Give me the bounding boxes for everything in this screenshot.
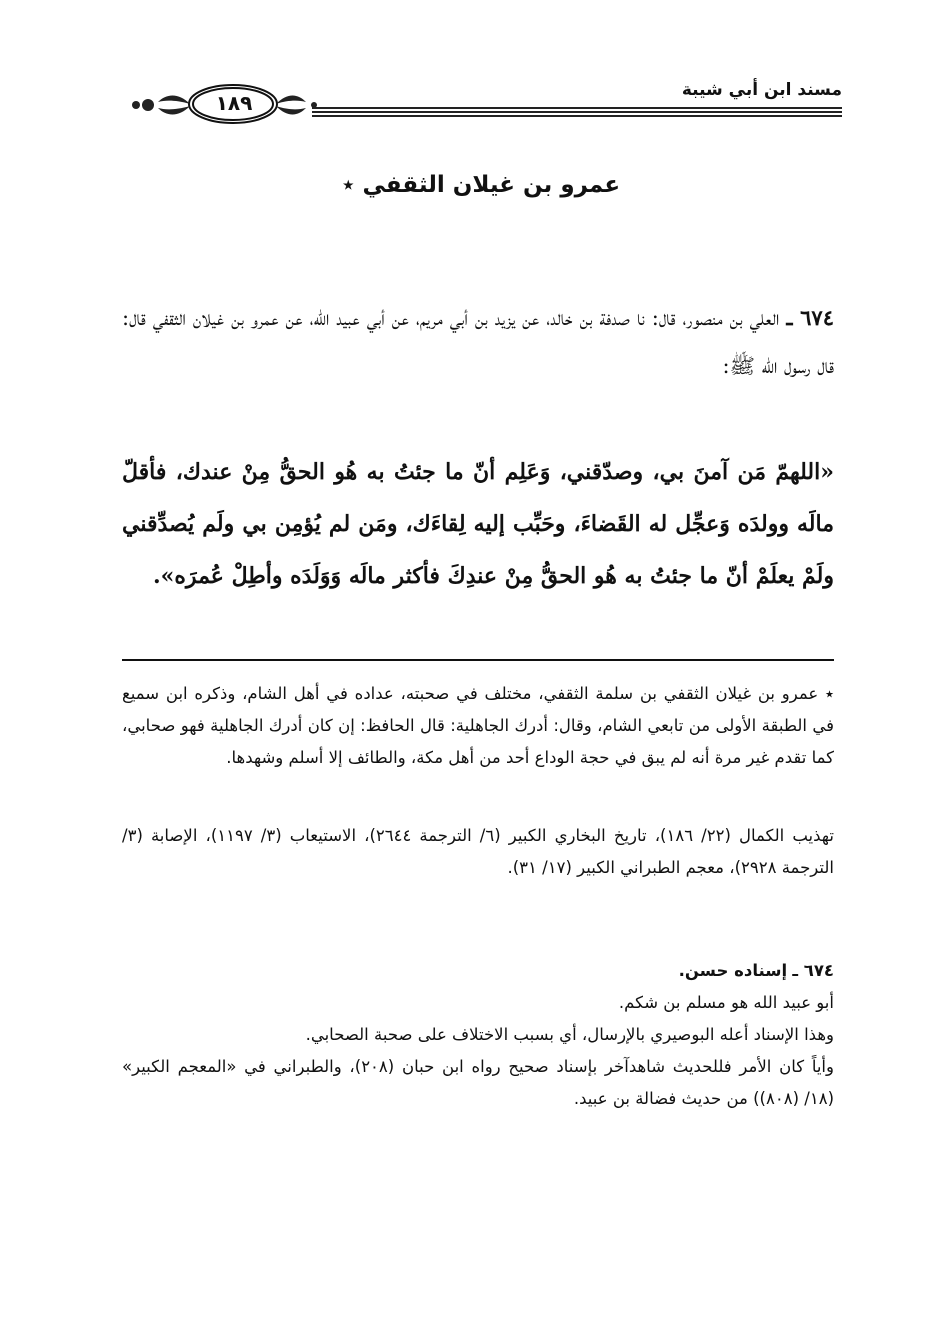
footnote-divider (122, 659, 834, 661)
hadith-narration (122, 294, 834, 390)
takhrij-grade: إسناده حسن. (678, 961, 788, 980)
page-header (120, 60, 842, 130)
footnote-references: تهذيب الكمال (٢٢/ ١٨٦)، تاريخ البخاري الكبير (٦/ الترجمة ٢٦٤٤)، الاستيعاب (٣/ ١١٩٧)، الإصابة (٣/ الترجمة ٢٩٢٨)، معجم الطبراني الكبير (١٧/ ٣١). (122, 826, 834, 877)
section-title: عمرو بن غيلان الثقفي ٭ (341, 172, 621, 198)
hadith-isnad: العلي بن منصور، قال: نا صدفة بن خالد، عن يزيد بن أبي مريم، عن أبي عبيد الله، عن عمرو بن غيلان الثقفي قال: قال رسول الله ﷺ: (122, 306, 834, 378)
running-title: مسند ابن أبي شيبة (681, 80, 842, 100)
takhrij-line: وهذا الإسناد أعله البوصيري بالإرسال، أي بسبب الاختلاف على صحبة الصحابي. (305, 1025, 834, 1044)
hadith-matn: «اللهمّ مَن آمنَ بي، وصدّقني، وَعَلِم أنّ ما جئتُ به هُو الحقُّ مِنْ عندك، فأقلّ مالَه وولدَه وَعجِّل له القَضاءَ، وحَبِّب إليه لِقاءَك، ومَن لم يُؤمِن بي ولَم يُصدِّقني ولَمْ يعلَمْ أنّ ما جئتُ به هُو الحقُّ مِنْ عندِكَ فأكثر مالَه وَوَلَدَه وأطِلْ عُمرَه». (122, 459, 834, 589)
takhrij-line: أبو عبيد الله هو مسلم بن شكم. (618, 993, 834, 1012)
page-number: ١٨٩ (215, 91, 253, 115)
hadith-number: ٦٧٤ ـ (786, 305, 834, 330)
takhrij-heading (122, 955, 834, 987)
header-rule (312, 107, 842, 119)
footnote-biography: ٭ عمرو بن غيلان الثقفي بن سلمة الثقفي، مختلف في صحبته، عداده في أهل الشام، وذكره ابن سميع في الطبقة الأولى من تابعي الشام، وقال: أدرك الجاهلية: قال الحافظ: إن كان أدرك الجاهلية فهو صحابي، كما تقدم غير مرة أنه لم يبق في حجة الوداع أحد من أهل مكة، والطائف إلا أسلم وشهدها. (122, 684, 834, 767)
takhrij-section (122, 955, 834, 1115)
takhrij-line: وأياً كان الأمر فللحديث شاهدآخر بإسناد صحيح رواه ابن حبان (٢٠٨)، والطبراني في «المعجم الكبير» (١٨/ (٨٠٨)) من حديث فضالة بن عبيد. (122, 1057, 834, 1108)
takhrij-number: ٦٧٤ ـ (792, 961, 834, 980)
